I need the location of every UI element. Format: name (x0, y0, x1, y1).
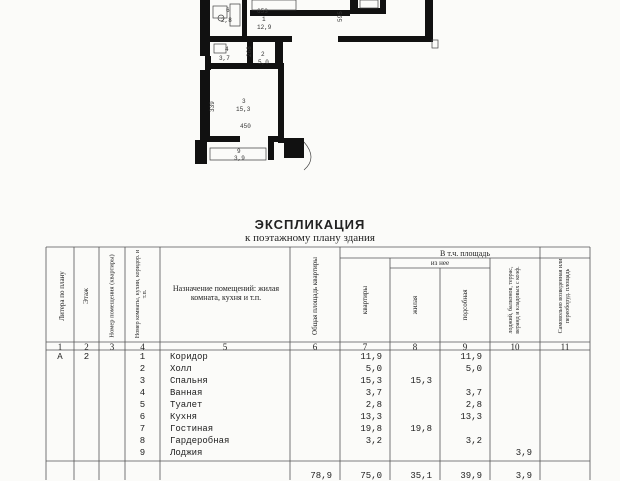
page-title: ЭКСПЛИКАЦИЯ (254, 217, 366, 232)
total-area: 78,9 (310, 471, 332, 481)
cell-room: 2 (139, 364, 146, 374)
plan-label: 12,9 (257, 24, 272, 31)
cell-apt: 3,2 (365, 436, 382, 446)
page-subtitle: к поэтажному плану здания (244, 232, 375, 244)
total-living: 35,1 (410, 471, 432, 481)
cell-name: Коридор (170, 352, 208, 362)
plan-label: 268 (246, 46, 253, 57)
cell-apt: 15,3 (360, 376, 382, 386)
plan-label: 6 (226, 7, 230, 14)
header-self-built: Самовольно возведенная или переобоpуд. площадь (558, 258, 571, 334)
cell-aux: 3,2 (465, 436, 482, 446)
col-number: 7 (362, 342, 368, 352)
cell-name: Кухня (170, 412, 198, 422)
col-number: 6 (312, 342, 318, 352)
col-number: 8 (412, 342, 418, 352)
header-litera: Литера по плану (58, 271, 66, 321)
cell-aux: 5,0 (465, 364, 482, 374)
cell-name: Спальня (170, 376, 208, 386)
cell-room: 3 (139, 376, 146, 386)
header-loggias: лоджий, балконов, террас, веранд и кладовых с коэф. (508, 266, 521, 334)
header-auxiliary: подсобная (461, 289, 469, 321)
col-number: 9 (462, 342, 468, 352)
cell-room: 9 (139, 448, 146, 458)
header-incl: В т.ч. площадь (440, 249, 490, 258)
col-number: 4 (140, 342, 145, 352)
header-purpose: Назначение помещений: жилая комната, кухня и т.п. (172, 284, 280, 302)
total-apt: 75,0 (360, 471, 382, 481)
header-total: Общая площадь квартиры (311, 257, 319, 335)
cell-apt: 5,0 (365, 364, 382, 374)
plan-label: 3,7 (219, 55, 230, 62)
cell-room: 6 (139, 412, 146, 422)
header-of-which: из нее (430, 259, 450, 267)
cell-room: 1 (139, 352, 146, 362)
cell-room: 7 (139, 424, 146, 434)
col-number: 2 (84, 342, 89, 352)
cell-room: 8 (139, 436, 146, 446)
cell-name: Ванная (170, 388, 203, 398)
cell-name: Лоджия (170, 448, 203, 458)
header-living: жилая (411, 295, 419, 315)
cell-floor: 2 (83, 352, 90, 362)
plan-label: 595 (337, 11, 344, 22)
cell-apt: 11,9 (360, 352, 382, 362)
plan-label: 4 (225, 46, 229, 53)
cell-aux: 13,3 (460, 412, 482, 422)
plan-label: 3,9 (234, 155, 245, 162)
cell-living: 19,8 (410, 424, 432, 434)
plan-label: 450 (240, 123, 251, 130)
cell-litera: А (57, 352, 63, 362)
header-apt-num: Номер помещения (квартиры) (108, 254, 116, 338)
col-number: 3 (109, 342, 115, 352)
cell-living: 15,3 (410, 376, 432, 386)
total-loggia: 3,9 (515, 471, 532, 481)
cell-apt: 2,8 (365, 400, 382, 410)
plan-label: 15,3 (236, 106, 251, 113)
col-number: 1 (57, 342, 63, 352)
cell-name: Туалет (170, 400, 203, 410)
header-room-num: Номер комнаты, кухни, коридор. и т.п. (135, 249, 148, 339)
cell-name: Гардеробная (170, 436, 230, 446)
plan-label: 5,0 (258, 59, 269, 66)
plan-label: 9 (237, 148, 241, 155)
cell-loggia: 3,9 (515, 448, 532, 458)
col-number: 11 (560, 342, 570, 352)
plan-label: 3 (242, 98, 246, 105)
plan-label: 2,8 (221, 17, 232, 24)
cell-room: 4 (139, 388, 146, 398)
col-number: 5 (222, 342, 228, 352)
plan-label: 1 (262, 16, 266, 23)
cell-aux: 3,7 (465, 388, 482, 398)
cell-name: Холл (170, 364, 192, 374)
cell-aux: 11,9 (460, 352, 482, 362)
plan-label: 339 (209, 101, 216, 112)
cell-apt: 13,3 (360, 412, 382, 422)
plan-label: 2 (261, 51, 265, 58)
col-number: 10 (510, 342, 520, 352)
total-aux: 39,9 (460, 471, 482, 481)
cell-name: Гостиная (170, 424, 214, 434)
cell-room: 5 (139, 400, 146, 410)
cell-aux: 2,8 (465, 400, 482, 410)
header-apartments: квартиры (361, 285, 369, 315)
header-floor: Этаж (82, 288, 90, 304)
cell-apt: 19,8 (360, 424, 382, 434)
cell-apt: 3,7 (365, 388, 382, 398)
plan-label: 653 (257, 8, 268, 15)
